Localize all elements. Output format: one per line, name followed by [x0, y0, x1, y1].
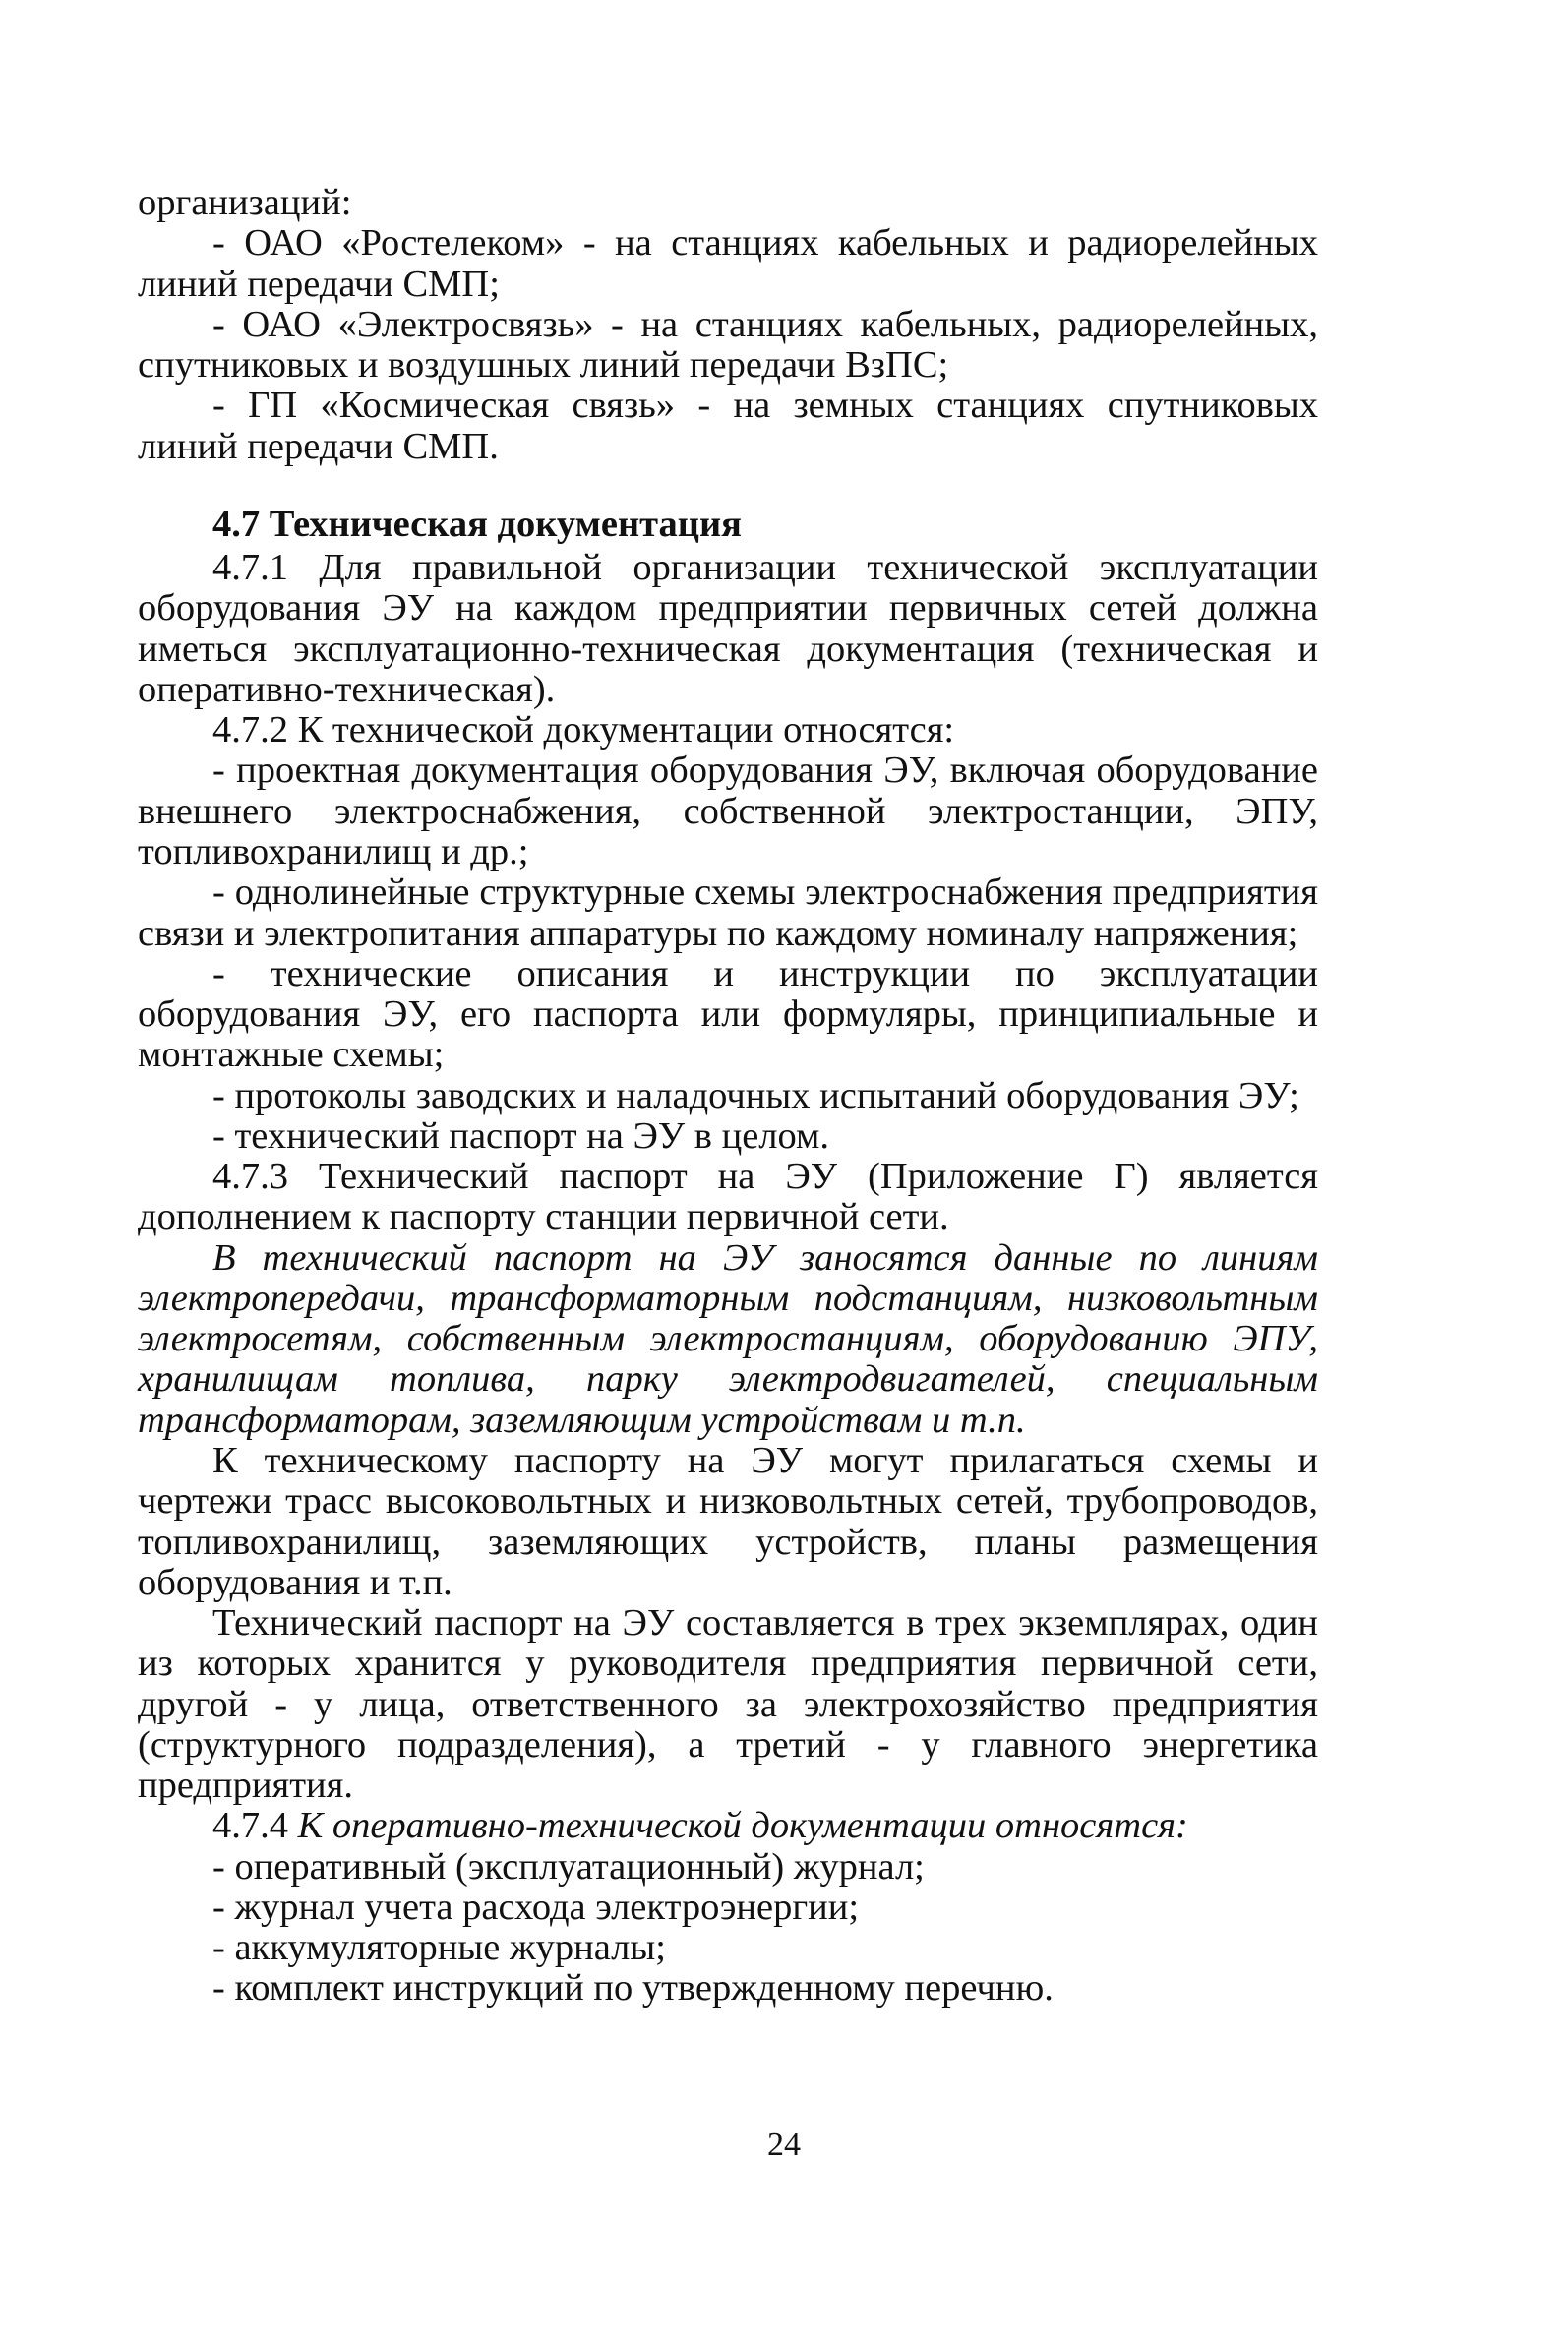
- paragraph-4-7-3-copies: Технический паспорт на ЭУ составляется в трех экземплярах, один из которых хранится у руководителя предприятия первичной сети, другой - у лица, ответственного за электрохозяйство предприятия (структурного подразделения), а третий - у главного энергетика предприятия.: [138, 1602, 1318, 1807]
- list-item: - оперативный (эксплуатационный) журнал;: [212, 1845, 925, 1888]
- paragraph-4-7-1: 4.7.1 Для правильной организации технической эксплуатации оборудования ЭУ на каждом предприятии первичных сетей должна иметься эксплуатационно-техническая документация (техническая и оперативно-техническая).: [138, 547, 1318, 710]
- paragraph-4-7-2: 4.7.2 К технической документации относятся:: [212, 709, 955, 751]
- list-item-kosmicheskaya-svyaz: - ГП «Космическая связь» - на земных станциях спутниковых линий передачи СМП.: [138, 385, 1318, 467]
- list-item: - аккумуляторные журналы;: [212, 1927, 666, 1969]
- paragraph-4-7-3-attachments: К техническому паспорту на ЭУ могут прилагаться схемы и чертежи трасс высоковольтных и низковольтных сетей, трубопроводов, топливохранилищ, заземляющих устройств, планы размещения оборудования и т.п.: [138, 1439, 1318, 1603]
- paragraph-text: К оперативно-технической документации относятся:: [297, 1805, 1188, 1847]
- list-item: - комплект инструкций по утвержденному перечню.: [212, 1967, 1054, 2010]
- paragraph-4-7-3: 4.7.3 Технический паспорт на ЭУ (Приложение Г) является дополнением к паспорту станции первичной сети.: [138, 1156, 1318, 1238]
- paragraph-4-7-4: [138, 1806, 1318, 1846]
- section-heading: 4.7 Техническая документация: [212, 503, 742, 545]
- list-item-elektrosvyaz: - ОАО «Электросвязь» - на станциях кабельных, радиорелейных, спутниковых и воздушных линий передачи ВзПС;: [138, 303, 1318, 387]
- list-item-rostelecom: - ОАО «Ростелеком» - на станциях кабельных и радиорелейных линий передачи СМП;: [138, 222, 1318, 305]
- paragraph-continuation: организаций:: [138, 182, 352, 223]
- list-item: - технические описания и инструкции по эксплуатации оборудования ЭУ, его паспорта или формуляры, принципиальные и монтажные схемы;: [138, 952, 1318, 1076]
- paragraph-4-7-3-data: В технический паспорт на ЭУ заносятся данные по линиям электропередачи, трансформаторным подстанциям, низковольтным электросетям, собственным электростанциям, оборудованию ЭПУ, хранилищам топлива, парку электродвигателей, специальным трансформаторам, заземляющим устройствам и т.п.: [138, 1236, 1318, 1441]
- page-number: 24: [767, 2127, 801, 2163]
- list-item: - протоколы заводских и наладочных испытаний оборудования ЭУ;: [212, 1074, 1299, 1116]
- paragraph-number: 4.7.4: [212, 1805, 298, 1847]
- list-item: - однолинейные структурные схемы электроснабжения предприятия связи и электропитания аппаратуры по каждому номиналу напряжения;: [138, 871, 1318, 954]
- list-item: - журнал учета расхода электроэнергии;: [212, 1886, 860, 1928]
- list-item: - технический паспорт на ЭУ в целом.: [212, 1114, 829, 1157]
- list-item: - проектная документация оборудования ЭУ, включая оборудование внешнего электроснабжения, собственной электростанции, ЭПУ, топливохранилищ и др.;: [138, 750, 1318, 872]
- document-page: [138, 183, 1318, 2010]
